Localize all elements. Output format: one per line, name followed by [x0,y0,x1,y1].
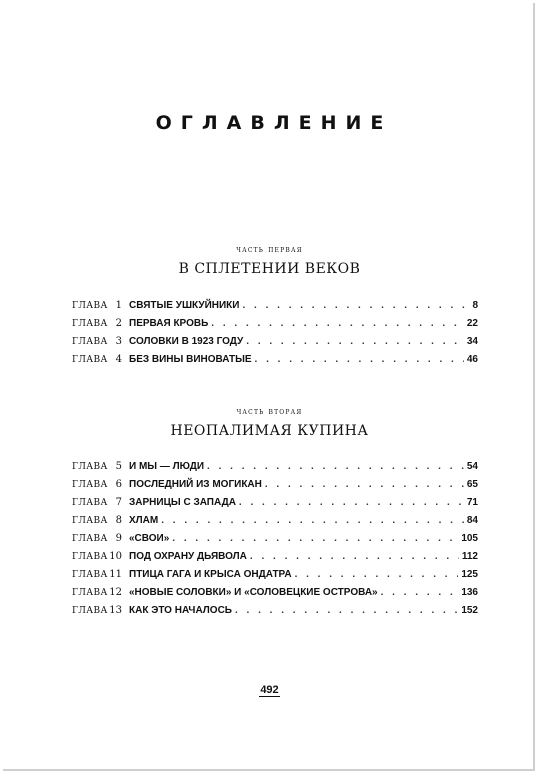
chapter-word: ГЛАВА [72,498,108,508]
chapter-page: 46 [466,354,478,365]
chapter-page: 54 [466,461,478,472]
dot-leader [207,461,464,472]
chapter-number: 5 [115,461,122,472]
chapter-number: 4 [115,354,122,365]
page-number-text: 492 [260,684,279,696]
dot-leader [246,336,464,347]
chapter-entry-10[interactable] [72,551,478,569]
chapter-page: 105 [461,533,478,544]
page-title: ОГЛАВЛЕНИЕ [155,112,393,134]
chapter-number: 10 [109,551,122,562]
part-2-chapter-list [72,461,478,623]
chapter-entry-13[interactable] [72,605,478,623]
chapter-title: ПЕРВАЯ КРОВЬ [129,318,209,329]
chapter-entry-6[interactable] [72,479,478,497]
chapter-entry-3[interactable] [72,336,478,354]
chapter-page: 152 [461,605,478,616]
chapter-number: 13 [109,605,122,616]
part-1-label: часть первая [236,245,303,255]
chapter-title: ЗАРНИЦЫ С ЗАПАДА [129,497,236,508]
dot-leader [265,479,464,490]
dot-leader [161,515,464,526]
chapter-entry-5[interactable] [72,461,478,479]
chapter-number: 6 [115,479,122,490]
chapter-number: 7 [115,497,122,508]
chapter-title: ХЛАМ [129,515,159,526]
chapter-word: ГЛАВА [72,552,108,562]
dot-leader [242,300,469,311]
chapter-word: ГЛАВА [72,319,108,329]
chapter-page: 34 [466,336,478,347]
chapter-word: ГЛАВА [72,516,108,526]
chapter-number: 2 [115,318,122,329]
chapter-title: ПТИЦА ГАГА И КРЫСА ОНДАТРА [129,569,292,580]
chapter-word: ГЛАВА [72,570,108,580]
chapter-number: 11 [109,569,122,580]
chapter-title: БЕЗ ВИНЫ ВИНОВАТЫЕ [129,354,252,365]
chapter-title: СВЯТЫЕ УШКУЙНИКИ [129,300,240,311]
chapter-entry-7[interactable] [72,497,478,515]
dot-leader [235,605,458,616]
chapter-word: ГЛАВА [72,337,108,347]
chapter-entry-8[interactable] [72,515,478,533]
dot-leader [172,533,458,544]
chapter-word: ГЛАВА [72,606,108,616]
page-number [0,684,539,696]
chapter-word: ГЛАВА [72,588,108,598]
chapter-title: «СВОИ» [129,533,170,544]
chapter-page: 65 [466,479,478,490]
chapter-page: 22 [466,318,478,329]
chapter-word: ГЛАВА [72,534,108,544]
chapter-title: ПОД ОХРАНУ ДЬЯВОЛА [129,551,247,562]
chapter-title: СОЛОВКИ В 1923 ГОДУ [129,336,244,347]
chapter-word: ГЛАВА [72,355,108,365]
chapter-page: 71 [466,497,478,508]
chapter-page: 84 [466,515,478,526]
chapter-number: 12 [109,587,122,598]
dot-leader [295,569,459,580]
chapter-title: «НОВЫЕ СОЛОВКИ» И «СОЛОВЕЦКИЕ ОСТРОВА» [129,587,378,598]
chapter-entry-12[interactable] [72,587,478,605]
part-2-title: НЕОПАЛИМАЯ КУПИНА [170,423,369,439]
chapter-page: 136 [461,587,478,598]
dot-leader [381,587,459,598]
chapter-word: ГЛАВА [72,462,108,472]
chapter-number: 1 [115,300,122,311]
chapter-word: ГЛАВА [72,480,108,490]
dot-leader [250,551,459,562]
chapter-title: И МЫ — ЛЮДИ [129,461,205,472]
part-1-chapter-list [72,300,478,372]
chapter-entry-1[interactable] [72,300,478,318]
chapter-word: ГЛАВА [72,301,108,311]
chapter-entry-9[interactable] [72,533,478,551]
chapter-page: 112 [461,551,478,562]
chapter-number: 3 [115,336,122,347]
chapter-title: КАК ЭТО НАЧАЛОСЬ [129,605,232,616]
chapter-number: 9 [115,533,122,544]
chapter-page: 8 [472,300,478,311]
dot-leader [239,497,464,508]
part-1-title: В СПЛЕТЕНИИ ВЕКОВ [178,261,361,277]
part-2-label: часть вторая [236,407,303,417]
chapter-entry-11[interactable] [72,569,478,587]
chapter-page: 125 [461,569,478,580]
chapter-title: ПОСЛЕДНИЙ ИЗ МОГИКАН [129,479,262,490]
dot-leader [255,354,464,365]
dot-leader [211,318,464,329]
chapter-number: 8 [115,515,122,526]
chapter-entry-2[interactable] [72,318,478,336]
chapter-entry-4[interactable] [72,354,478,372]
